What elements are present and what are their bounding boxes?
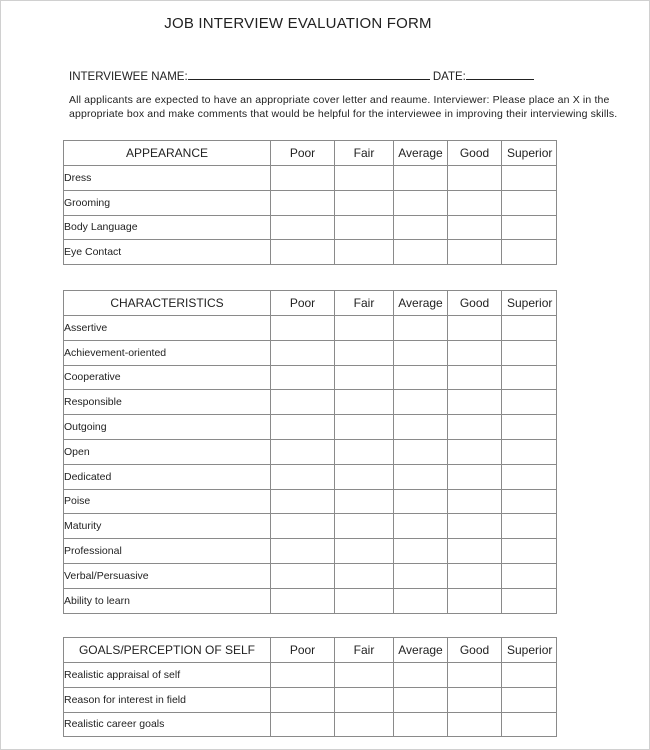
rating-checkbox-cell[interactable] bbox=[448, 340, 502, 365]
rating-checkbox-cell[interactable] bbox=[448, 663, 502, 688]
rating-checkbox-cell[interactable] bbox=[394, 390, 448, 415]
rating-checkbox-cell[interactable] bbox=[335, 489, 394, 514]
rating-checkbox-cell[interactable] bbox=[271, 415, 335, 440]
criterion-label: Achievement-oriented bbox=[64, 340, 271, 365]
rating-checkbox-cell[interactable] bbox=[448, 712, 502, 737]
rating-checkbox-cell[interactable] bbox=[271, 190, 335, 215]
rating-checkbox-cell[interactable] bbox=[448, 439, 502, 464]
criterion-label: Open bbox=[64, 439, 271, 464]
rating-checkbox-cell[interactable] bbox=[502, 240, 557, 265]
rating-checkbox-cell[interactable] bbox=[335, 663, 394, 688]
rating-checkbox-cell[interactable] bbox=[502, 415, 557, 440]
rating-checkbox-cell[interactable] bbox=[271, 489, 335, 514]
criterion-label: Cooperative bbox=[64, 365, 271, 390]
rating-checkbox-cell[interactable] bbox=[394, 439, 448, 464]
rating-checkbox-cell[interactable] bbox=[448, 240, 502, 265]
rating-checkbox-cell[interactable] bbox=[448, 365, 502, 390]
rating-checkbox-cell[interactable] bbox=[448, 464, 502, 489]
table-row bbox=[64, 663, 557, 688]
rating-checkbox-cell[interactable] bbox=[502, 588, 557, 613]
rating-header: Average bbox=[394, 638, 448, 663]
table-row bbox=[64, 390, 557, 415]
rating-checkbox-cell[interactable] bbox=[394, 190, 448, 215]
section-title: APPEARANCE bbox=[64, 141, 271, 166]
criterion-label: Realistic career goals bbox=[64, 712, 271, 737]
rating-checkbox-cell[interactable] bbox=[335, 563, 394, 588]
rating-header: Fair bbox=[335, 141, 394, 166]
rating-header: Poor bbox=[271, 291, 335, 316]
criterion-label: Poise bbox=[64, 489, 271, 514]
criterion-label: Grooming bbox=[64, 190, 271, 215]
criterion-label: Professional bbox=[64, 539, 271, 564]
table-row bbox=[64, 415, 557, 440]
table-row bbox=[64, 539, 557, 564]
criterion-label: Verbal/Persuasive bbox=[64, 563, 271, 588]
rating-checkbox-cell[interactable] bbox=[335, 190, 394, 215]
rating-checkbox-cell[interactable] bbox=[335, 215, 394, 240]
rating-checkbox-cell[interactable] bbox=[448, 563, 502, 588]
table-row bbox=[64, 190, 557, 215]
rating-checkbox-cell[interactable] bbox=[394, 340, 448, 365]
rating-checkbox-cell[interactable] bbox=[502, 539, 557, 564]
rating-checkbox-cell[interactable] bbox=[448, 489, 502, 514]
rating-checkbox-cell[interactable] bbox=[502, 563, 557, 588]
rating-checkbox-cell[interactable] bbox=[335, 687, 394, 712]
rating-checkbox-cell[interactable] bbox=[271, 340, 335, 365]
rating-checkbox-cell[interactable] bbox=[335, 439, 394, 464]
criterion-label: Realistic appraisal of self bbox=[64, 663, 271, 688]
rating-checkbox-cell[interactable] bbox=[502, 166, 557, 191]
rating-checkbox-cell[interactable] bbox=[394, 663, 448, 688]
rating-header: Good bbox=[448, 638, 502, 663]
rating-checkbox-cell[interactable] bbox=[335, 166, 394, 191]
table-row bbox=[64, 316, 557, 341]
appearance-table bbox=[63, 140, 557, 265]
rating-checkbox-cell[interactable] bbox=[271, 712, 335, 737]
rating-checkbox-cell[interactable] bbox=[335, 340, 394, 365]
rating-checkbox-cell[interactable] bbox=[448, 390, 502, 415]
rating-checkbox-cell[interactable] bbox=[271, 166, 335, 191]
rating-checkbox-cell[interactable] bbox=[271, 588, 335, 613]
rating-header: Good bbox=[448, 141, 502, 166]
rating-checkbox-cell[interactable] bbox=[448, 588, 502, 613]
rating-header: Superior bbox=[502, 638, 557, 663]
table-row bbox=[64, 166, 557, 191]
section-title: CHARACTERISTICS bbox=[64, 291, 271, 316]
rating-header: Good bbox=[448, 291, 502, 316]
rating-checkbox-cell[interactable] bbox=[394, 514, 448, 539]
rating-checkbox-cell[interactable] bbox=[271, 439, 335, 464]
rating-checkbox-cell[interactable] bbox=[394, 588, 448, 613]
rating-checkbox-cell[interactable] bbox=[448, 539, 502, 564]
interviewee-name-label: INTERVIEWEE NAME: bbox=[69, 71, 188, 83]
criterion-label: Responsible bbox=[64, 390, 271, 415]
rating-header: Superior bbox=[502, 291, 557, 316]
rating-checkbox-cell[interactable] bbox=[502, 687, 557, 712]
goals-table bbox=[63, 637, 557, 737]
table-row bbox=[64, 489, 557, 514]
rating-checkbox-cell[interactable] bbox=[335, 539, 394, 564]
criterion-label: Body Language bbox=[64, 215, 271, 240]
rating-checkbox-cell[interactable] bbox=[394, 215, 448, 240]
table-header-row bbox=[64, 291, 557, 316]
rating-checkbox-cell[interactable] bbox=[271, 240, 335, 265]
rating-checkbox-cell[interactable] bbox=[335, 415, 394, 440]
rating-checkbox-cell[interactable] bbox=[335, 588, 394, 613]
table-header-row bbox=[64, 141, 557, 166]
table-row bbox=[64, 464, 557, 489]
rating-checkbox-cell[interactable] bbox=[394, 563, 448, 588]
rating-checkbox-cell[interactable] bbox=[271, 663, 335, 688]
rating-checkbox-cell[interactable] bbox=[335, 390, 394, 415]
rating-checkbox-cell[interactable] bbox=[394, 365, 448, 390]
rating-checkbox-cell[interactable] bbox=[335, 365, 394, 390]
rating-checkbox-cell[interactable] bbox=[271, 365, 335, 390]
table-row bbox=[64, 514, 557, 539]
rating-checkbox-cell[interactable] bbox=[335, 316, 394, 341]
rating-checkbox-cell[interactable] bbox=[448, 166, 502, 191]
rating-checkbox-cell[interactable] bbox=[394, 415, 448, 440]
rating-header: Fair bbox=[335, 291, 394, 316]
rating-checkbox-cell[interactable] bbox=[271, 464, 335, 489]
rating-checkbox-cell[interactable] bbox=[502, 316, 557, 341]
table-row bbox=[64, 365, 557, 390]
rating-checkbox-cell[interactable] bbox=[394, 240, 448, 265]
rating-header: Average bbox=[394, 291, 448, 316]
date-label: DATE: bbox=[432, 71, 466, 83]
rating-header: Superior bbox=[502, 141, 557, 166]
criterion-label: Ability to learn bbox=[64, 588, 271, 613]
rating-checkbox-cell[interactable] bbox=[502, 365, 557, 390]
rating-checkbox-cell[interactable] bbox=[394, 316, 448, 341]
table-row bbox=[64, 588, 557, 613]
table-row bbox=[64, 712, 557, 737]
table-row bbox=[64, 439, 557, 464]
table-header-row bbox=[64, 638, 557, 663]
date-field[interactable] bbox=[466, 68, 534, 80]
rating-checkbox-cell[interactable] bbox=[271, 215, 335, 240]
table-row bbox=[64, 687, 557, 712]
rating-checkbox-cell[interactable] bbox=[448, 190, 502, 215]
rating-checkbox-cell[interactable] bbox=[394, 489, 448, 514]
criterion-label: Dress bbox=[64, 166, 271, 191]
rating-checkbox-cell[interactable] bbox=[448, 415, 502, 440]
rating-checkbox-cell[interactable] bbox=[394, 712, 448, 737]
criterion-label: Eye Contact bbox=[64, 240, 271, 265]
rating-checkbox-cell[interactable] bbox=[502, 712, 557, 737]
section-title: GOALS/PERCEPTION OF SELF bbox=[64, 638, 271, 663]
rating-checkbox-cell[interactable] bbox=[502, 190, 557, 215]
rating-checkbox-cell[interactable] bbox=[271, 539, 335, 564]
rating-checkbox-cell[interactable] bbox=[335, 240, 394, 265]
rating-header: Poor bbox=[271, 141, 335, 166]
table-row bbox=[64, 240, 557, 265]
rating-checkbox-cell[interactable] bbox=[271, 390, 335, 415]
rating-checkbox-cell[interactable] bbox=[502, 514, 557, 539]
rating-checkbox-cell[interactable] bbox=[448, 687, 502, 712]
rating-checkbox-cell[interactable] bbox=[335, 464, 394, 489]
rating-checkbox-cell[interactable] bbox=[335, 712, 394, 737]
criterion-label: Maturity bbox=[64, 514, 271, 539]
rating-checkbox-cell[interactable] bbox=[502, 439, 557, 464]
table-row bbox=[64, 340, 557, 365]
table-row bbox=[64, 215, 557, 240]
interviewee-name-field[interactable] bbox=[188, 68, 430, 80]
rating-checkbox-cell[interactable] bbox=[502, 340, 557, 365]
criterion-label: Assertive bbox=[64, 316, 271, 341]
rating-checkbox-cell[interactable] bbox=[271, 563, 335, 588]
characteristics-table bbox=[63, 290, 557, 614]
rating-checkbox-cell[interactable] bbox=[271, 687, 335, 712]
rating-checkbox-cell[interactable] bbox=[448, 316, 502, 341]
rating-checkbox-cell[interactable] bbox=[502, 215, 557, 240]
form-title: JOB INTERVIEW EVALUATION FORM bbox=[164, 15, 432, 32]
rating-checkbox-cell[interactable] bbox=[448, 514, 502, 539]
criterion-label: Reason for interest in field bbox=[64, 687, 271, 712]
rating-checkbox-cell[interactable] bbox=[394, 464, 448, 489]
rating-checkbox-cell[interactable] bbox=[502, 464, 557, 489]
rating-checkbox-cell[interactable] bbox=[502, 663, 557, 688]
table-row bbox=[64, 563, 557, 588]
criterion-label: Dedicated bbox=[64, 464, 271, 489]
interviewee-info-line bbox=[69, 68, 534, 83]
rating-checkbox-cell[interactable] bbox=[394, 166, 448, 191]
rating-checkbox-cell[interactable] bbox=[335, 514, 394, 539]
rating-checkbox-cell[interactable] bbox=[271, 316, 335, 341]
rating-checkbox-cell[interactable] bbox=[448, 215, 502, 240]
rating-checkbox-cell[interactable] bbox=[502, 390, 557, 415]
criterion-label: Outgoing bbox=[64, 415, 271, 440]
rating-header: Poor bbox=[271, 638, 335, 663]
rating-checkbox-cell[interactable] bbox=[394, 539, 448, 564]
instructions-text: All applicants are expected to have an appropriate cover letter and reaume. Interviewer: Please place an X in the appropriate box and make comments that would be helpful for the interviewee in improving their interviewing skills. bbox=[69, 94, 618, 120]
rating-header: Fair bbox=[335, 638, 394, 663]
rating-header: Average bbox=[394, 141, 448, 166]
rating-checkbox-cell[interactable] bbox=[394, 687, 448, 712]
rating-checkbox-cell[interactable] bbox=[502, 489, 557, 514]
rating-checkbox-cell[interactable] bbox=[271, 514, 335, 539]
